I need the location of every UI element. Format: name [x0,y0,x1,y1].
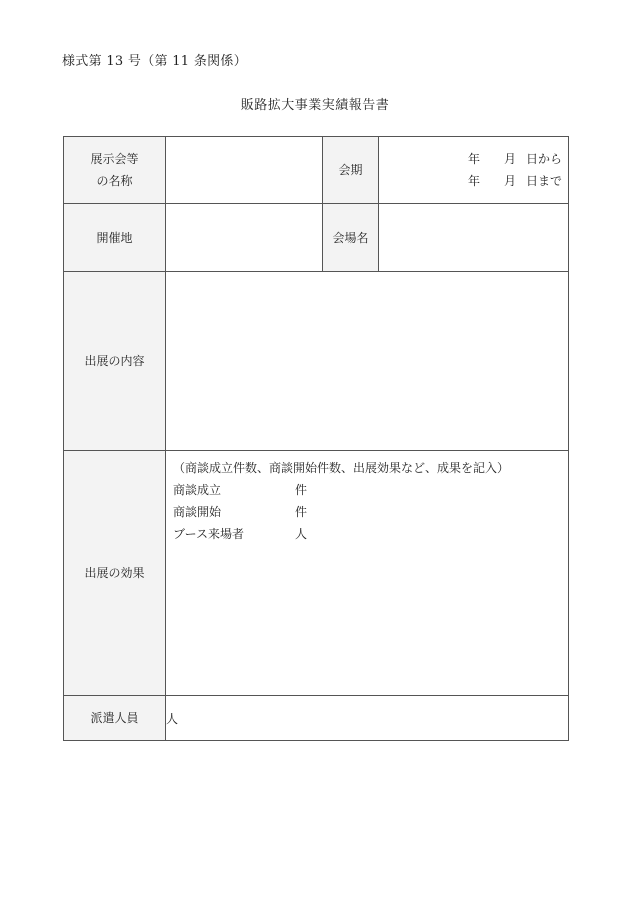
period-start-year: 年 [467,152,480,166]
exhibition-name-label-line1: 展示会等 [90,152,139,166]
period-end-year: 年 [467,174,480,188]
effect-item-label: ブース来場者 [173,527,245,541]
row-staff [64,696,569,741]
period-start-day: 日から [525,152,562,166]
effects-field[interactable] [166,451,569,696]
period-end [379,170,568,192]
effect-item [173,523,562,545]
content-label: 出展の内容 [64,272,166,451]
exhibition-name-label-line2: の名称 [96,174,133,188]
period-end-month: 月 [503,174,516,188]
row-exhibition [64,137,569,204]
period-field[interactable] [379,137,569,204]
period-start [379,148,568,170]
exhibition-name-field[interactable] [166,137,323,204]
venue-label: 会場名 [323,204,379,272]
effect-item-label: 商談開始 [173,505,222,519]
form-number: 様式第 13 号（第 11 条関係） [62,54,248,69]
page-title: 販路拡大事業実績報告書 [240,98,390,113]
report-table [63,136,569,741]
period-label: 会期 [323,137,379,204]
staff-unit: 人 [166,711,179,726]
effect-item [173,479,562,501]
effect-item-unit: 件 [295,505,308,519]
exhibition-name-label [64,137,166,204]
effect-item-label: 商談成立 [173,483,222,497]
location-label: 開催地 [64,204,166,272]
effect-item-unit: 件 [295,483,308,497]
row-location [64,204,569,272]
effects-note: （商談成立件数、商談開始件数、出展効果など、成果を記入） [173,461,510,475]
row-content [64,272,569,451]
content-field[interactable] [166,272,569,451]
location-field[interactable] [166,204,323,272]
period-end-day: 日まで [525,174,562,188]
effect-item-unit: 人 [295,527,308,541]
period-start-month: 月 [503,152,516,166]
venue-field[interactable] [379,204,569,272]
staff-label: 派遣人員 [64,696,166,741]
effect-item [173,501,562,523]
effects-label: 出展の効果 [64,451,166,696]
row-effects [64,451,569,696]
staff-field[interactable] [166,696,569,741]
